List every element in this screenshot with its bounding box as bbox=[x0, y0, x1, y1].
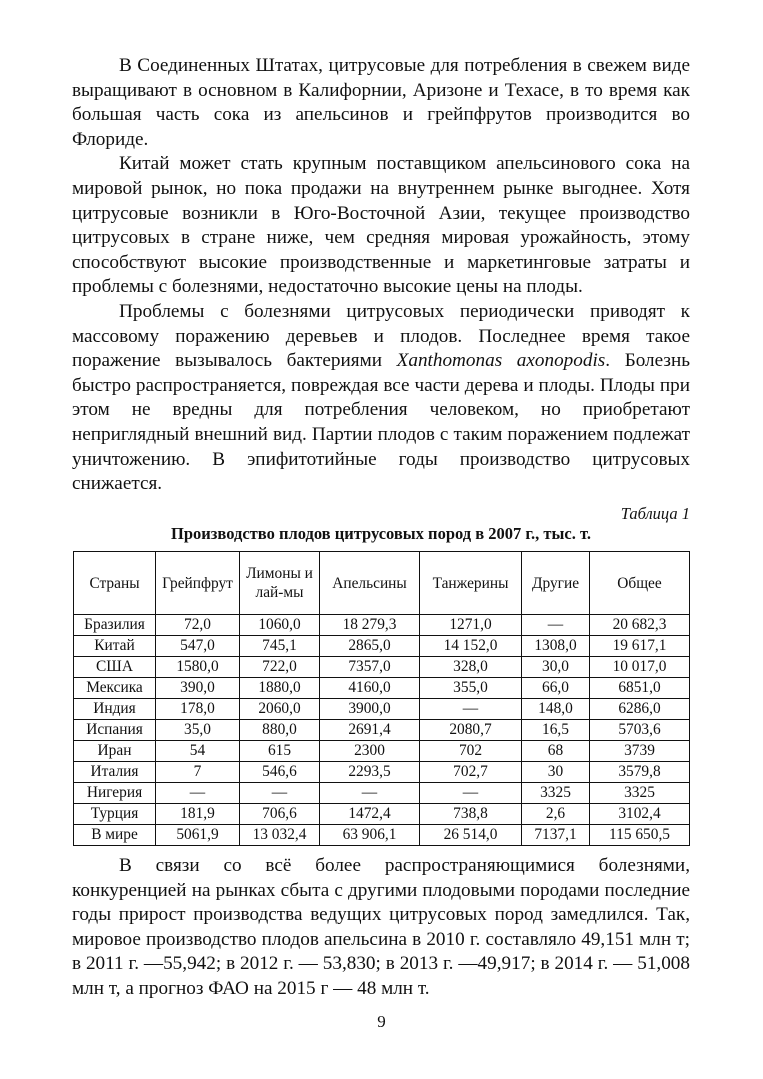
country-cell: Иран bbox=[74, 741, 156, 762]
value-cell: 2060,0 bbox=[240, 699, 320, 720]
value-cell: 54 bbox=[156, 741, 240, 762]
column-header: Танжерины bbox=[420, 552, 522, 615]
table-row bbox=[74, 762, 690, 783]
value-cell: 2300 bbox=[320, 741, 420, 762]
table-body bbox=[74, 615, 690, 846]
paragraph-diseases-start: Проблемы с болезнями цитрусовых периодически приводят к массовому поражению деревьев и плодов. Последнее время такое поражение вызывалось бактериями bbox=[72, 300, 690, 372]
value-cell: 19 617,1 bbox=[590, 636, 690, 657]
table-row bbox=[74, 678, 690, 699]
country-cell: Бразилия bbox=[74, 615, 156, 636]
value-cell: 2865,0 bbox=[320, 636, 420, 657]
value-cell: 18 279,3 bbox=[320, 615, 420, 636]
value-cell: 2,6 bbox=[522, 804, 590, 825]
value-cell: 63 906,1 bbox=[320, 825, 420, 846]
value-cell: — bbox=[240, 783, 320, 804]
value-cell: 355,0 bbox=[420, 678, 522, 699]
value-cell: 328,0 bbox=[420, 657, 522, 678]
value-cell: 3325 bbox=[522, 783, 590, 804]
value-cell: 1580,0 bbox=[156, 657, 240, 678]
value-cell: 10 017,0 bbox=[590, 657, 690, 678]
column-header: Апельсины bbox=[320, 552, 420, 615]
table-label: Таблица 1 bbox=[620, 504, 690, 523]
value-cell: 3900,0 bbox=[320, 699, 420, 720]
value-cell: 3579,8 bbox=[590, 762, 690, 783]
value-cell: 35,0 bbox=[156, 720, 240, 741]
paragraph-production-trend: В связи со всё более распространяющимися болезнями, конкуренцией на рынках сбыта с другими плодовыми породами последние годы прирост производства ведущих цитрусовых пород замедлился. Так, мировое производство плодов апельсина в 2010 г. составляло 49,151 млн т; в 2011 г. —55,942; в 2012 г. — 53,830; в 2013 г. —49,917; в 2014 г. — 51,008 млн т, а прогноз ФАО на 2015 г — 48 млн т. bbox=[72, 855, 690, 999]
value-cell: 178,0 bbox=[156, 699, 240, 720]
country-cell: Турция bbox=[74, 804, 156, 825]
value-cell: 72,0 bbox=[156, 615, 240, 636]
value-cell: 2293,5 bbox=[320, 762, 420, 783]
value-cell: 706,6 bbox=[240, 804, 320, 825]
value-cell: 702 bbox=[420, 741, 522, 762]
column-header: Другие bbox=[522, 552, 590, 615]
value-cell: 16,5 bbox=[522, 720, 590, 741]
paragraph-diseases bbox=[72, 300, 690, 497]
value-cell: 738,8 bbox=[420, 804, 522, 825]
country-cell: Индия bbox=[74, 699, 156, 720]
country-cell: Нигерия bbox=[74, 783, 156, 804]
table-row bbox=[74, 699, 690, 720]
column-header: Грейпфрут bbox=[156, 552, 240, 615]
species-name: Xanthomonas axonopodis bbox=[396, 350, 606, 372]
value-cell: 1308,0 bbox=[522, 636, 590, 657]
paragraph-diseases-end: . Болезнь быстро распространяется, повреждая все части дерева и плоды. Плоды при этом не вредны для потребления человеком, но приобретают неприглядный внешний вид. Партии плодов с таким поражением подлежат уничтожению. В эпифитотийные годы производство цитрусовых снижается. bbox=[72, 350, 690, 495]
value-cell: 26 514,0 bbox=[420, 825, 522, 846]
value-cell: 6851,0 bbox=[590, 678, 690, 699]
country-cell: Испания bbox=[74, 720, 156, 741]
value-cell: 3739 bbox=[590, 741, 690, 762]
value-cell: 390,0 bbox=[156, 678, 240, 699]
value-cell: 546,6 bbox=[240, 762, 320, 783]
table-row bbox=[74, 783, 690, 804]
value-cell: 2080,7 bbox=[420, 720, 522, 741]
column-header: Лимоны и лай-мы bbox=[240, 552, 320, 615]
value-cell: 615 bbox=[240, 741, 320, 762]
value-cell: 68 bbox=[522, 741, 590, 762]
value-cell: 5061,9 bbox=[156, 825, 240, 846]
table-row bbox=[74, 615, 690, 636]
value-cell: 745,1 bbox=[240, 636, 320, 657]
country-cell: В мире bbox=[74, 825, 156, 846]
citrus-production-table bbox=[73, 551, 690, 846]
value-cell: 7357,0 bbox=[320, 657, 420, 678]
table-row bbox=[74, 825, 690, 846]
value-cell: 181,9 bbox=[156, 804, 240, 825]
country-cell: Мексика bbox=[74, 678, 156, 699]
table-row bbox=[74, 804, 690, 825]
value-cell: 6286,0 bbox=[590, 699, 690, 720]
value-cell: 1060,0 bbox=[240, 615, 320, 636]
value-cell: — bbox=[522, 615, 590, 636]
value-cell: 4160,0 bbox=[320, 678, 420, 699]
value-cell: 66,0 bbox=[522, 678, 590, 699]
value-cell: 702,7 bbox=[420, 762, 522, 783]
table-header-row bbox=[74, 552, 690, 615]
value-cell: 3325 bbox=[590, 783, 690, 804]
table-title: Производство плодов цитрусовых пород в 2007 г., тыс. т. bbox=[171, 524, 591, 543]
value-cell: 1271,0 bbox=[420, 615, 522, 636]
value-cell: 30,0 bbox=[522, 657, 590, 678]
value-cell: 7 bbox=[156, 762, 240, 783]
country-cell: Италия bbox=[74, 762, 156, 783]
value-cell: 3102,4 bbox=[590, 804, 690, 825]
value-cell: 148,0 bbox=[522, 699, 590, 720]
value-cell: 13 032,4 bbox=[240, 825, 320, 846]
table-row bbox=[74, 636, 690, 657]
country-cell: Китай bbox=[74, 636, 156, 657]
table-row bbox=[74, 657, 690, 678]
value-cell: — bbox=[156, 783, 240, 804]
value-cell: — bbox=[420, 699, 522, 720]
value-cell: 5703,6 bbox=[590, 720, 690, 741]
value-cell: — bbox=[320, 783, 420, 804]
paragraph-us: В Соединенных Штатах, цитрусовые для потребления в свежем виде выращивают в основном в Калифорнии, Аризоне и Техасе, в то время как большая часть сока из апельсинов и грейпфрутов производится во Флориде. bbox=[72, 55, 690, 150]
value-cell: 115 650,5 bbox=[590, 825, 690, 846]
value-cell: 547,0 bbox=[156, 636, 240, 657]
table-row bbox=[74, 720, 690, 741]
value-cell: 20 682,3 bbox=[590, 615, 690, 636]
table-row bbox=[74, 741, 690, 762]
intro-text bbox=[72, 54, 690, 497]
paragraph-china: Китай может стать крупным поставщиком апельсинового сока на мировой рынок, но пока продажи на внутреннем рынке выгоднее. Хотя цитрусовые возникли в Юго-Восточной Азии, текущее производство цитрусовых в стране ниже, чем средняя мировая урожайность, этому способствуют высокие производственные и маркетинговые затраты и проблемы с болезнями, недостаточно высокие цены на плоды. bbox=[72, 153, 690, 298]
column-header: Страны bbox=[74, 552, 156, 615]
value-cell: 2691,4 bbox=[320, 720, 420, 741]
value-cell: 30 bbox=[522, 762, 590, 783]
closing-text bbox=[72, 854, 690, 1002]
value-cell: 7137,1 bbox=[522, 825, 590, 846]
value-cell: 1472,4 bbox=[320, 804, 420, 825]
value-cell: 1880,0 bbox=[240, 678, 320, 699]
page-number: 9 bbox=[377, 1012, 386, 1031]
value-cell: — bbox=[420, 783, 522, 804]
value-cell: 722,0 bbox=[240, 657, 320, 678]
value-cell: 14 152,0 bbox=[420, 636, 522, 657]
value-cell: 880,0 bbox=[240, 720, 320, 741]
column-header: Общее bbox=[590, 552, 690, 615]
country-cell: США bbox=[74, 657, 156, 678]
